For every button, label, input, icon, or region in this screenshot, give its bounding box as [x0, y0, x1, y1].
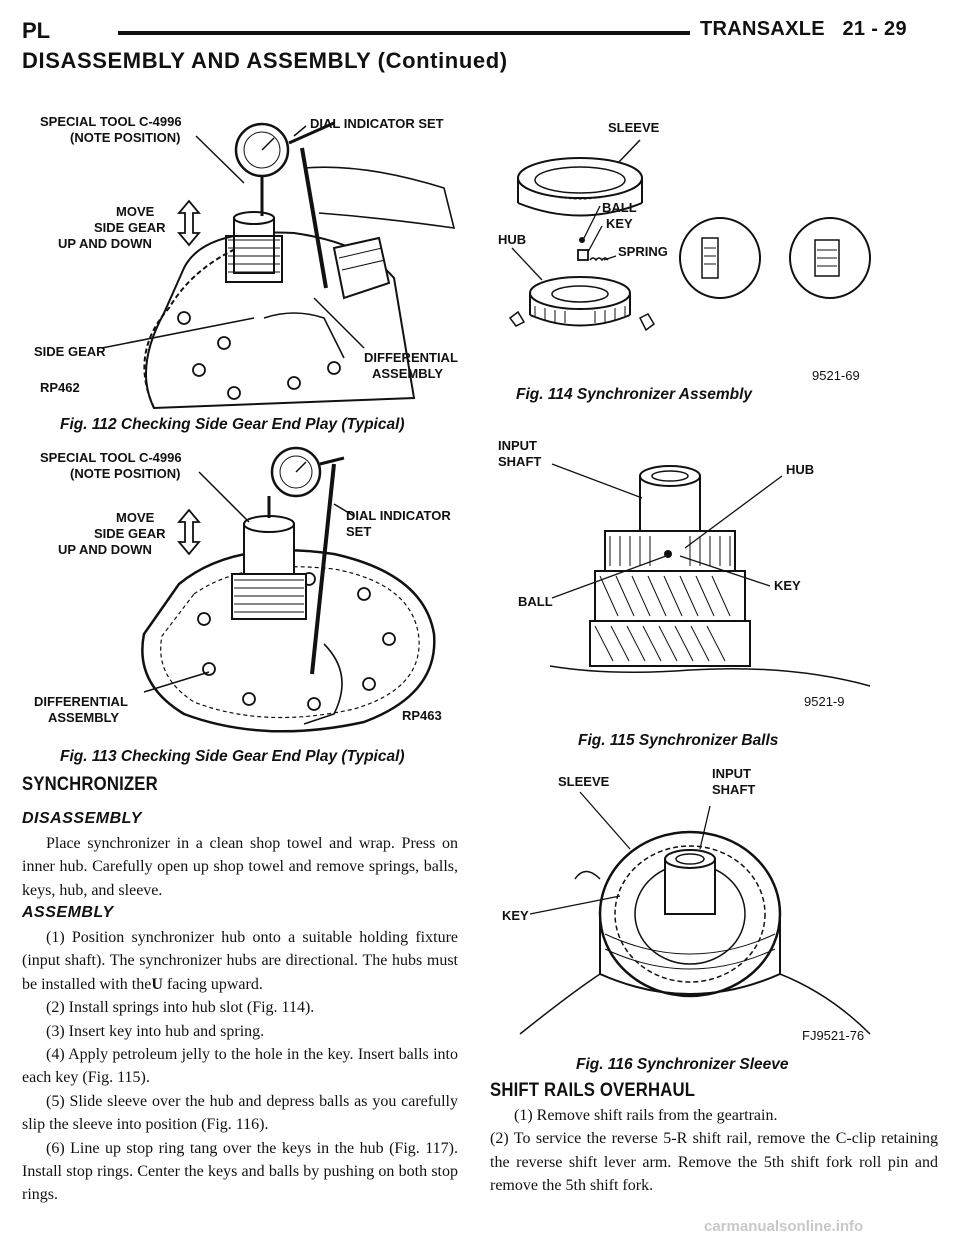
fig114-label-sleeve: SLEEVE: [608, 120, 660, 135]
disassembly-text: [22, 832, 458, 902]
assembly-step-6: (6) Line up stop ring tang over the keys in the hub (Fig. 117). Install stop rings. Center the keys and balls by pushing on both stop rings.: [22, 1139, 458, 1204]
figure-116-illustration: [490, 764, 930, 1049]
synchronizer-heading: SYNCHRONIZER: [22, 774, 158, 795]
disassembly-paragraph: Place synchronizer in a clean shop towel and wrap. Press on inner hub. Carefully open up shop towel and remove springs, balls, keys, hub, and sleeve.: [22, 835, 458, 899]
fig116-label-key: KEY: [502, 908, 529, 923]
fig113-label-sidegear: SIDE GEAR: [94, 526, 166, 541]
fig116-label-sleeve: SLEEVE: [558, 774, 610, 789]
fig112-label-assembly: ASSEMBLY: [372, 366, 444, 381]
fig116-label-shaft: SHAFT: [712, 782, 756, 797]
fig114-label-code: 9521-69: [812, 368, 860, 383]
fig114-label-ball: BALL: [602, 200, 637, 215]
fig115-label-ball: BALL: [518, 594, 553, 609]
shift-rails-heading: SHIFT RAILS OVERHAUL: [490, 1080, 696, 1101]
fig113-label-note: (NOTE POSITION): [70, 466, 181, 481]
assembly-step-2: (2) Install springs into hub slot (Fig. 114).: [46, 999, 315, 1017]
shift-rails-step-1: (1) Remove shift rails from the geartrain.: [514, 1107, 778, 1124]
header-section-code: PL: [22, 18, 51, 43]
fig113-label-assembly: ASSEMBLY: [48, 710, 120, 725]
figure-113-illustration: [34, 444, 468, 734]
fig114-caption: Fig. 114 Synchronizer Assembly: [516, 386, 753, 403]
shift-rails-step-2: (2) To service the reverse 5-R shift rail, remove the C-clip retaining the reverse shift lever arm. Remove the 5th shift fork roll pin and remove the 5th shift fork.: [490, 1130, 938, 1195]
fig113-label-move: MOVE: [116, 510, 155, 525]
fig112-label-move: MOVE: [116, 204, 155, 219]
fig114-label-hub: HUB: [498, 232, 527, 247]
header-rule: [118, 31, 690, 35]
fig113-label-tool: SPECIAL TOOL C-4996: [40, 450, 182, 465]
fig112-label-dial: DIAL INDICATOR SET: [310, 116, 444, 131]
assembly-step-3: (3) Insert key into hub and spring.: [46, 1022, 265, 1040]
continued-title: DISASSEMBLY AND ASSEMBLY (Continued): [22, 48, 508, 73]
assembly-step-5: (5) Slide sleeve over the hub and depress balls as you carefully slip the sleeve into position (Fig. 116).: [22, 1092, 458, 1134]
fig116-caption: Fig. 116 Synchronizer Sleeve: [576, 1056, 789, 1073]
fig115-label-input: INPUT: [498, 438, 537, 453]
fig113-caption: Fig. 113 Checking Side Gear End Play (Typical): [60, 748, 405, 765]
fig115-label-key: KEY: [774, 578, 801, 593]
assembly-steps: [22, 926, 458, 1207]
fig112-label-diff: DIFFERENTIAL: [364, 350, 458, 365]
fig115-label-hub: HUB: [786, 462, 815, 477]
assembly-step-1: (1) Position synchronizer hub onto a suitable holding fixture (input shaft). The synchronizer hubs are directional. The hubs must be installed with theU facing upward.: [22, 929, 458, 993]
fig115-label-shaft: SHAFT: [498, 454, 542, 469]
assembly-heading: ASSEMBLY: [22, 904, 114, 921]
figure-115-illustration: [490, 436, 930, 724]
fig114-label-key: KEY: [606, 216, 633, 231]
fig114-label-spring: SPRING: [618, 244, 668, 259]
fig116-label-code: FJ9521-76: [802, 1028, 865, 1043]
fig113-label-code: RP463: [402, 708, 442, 723]
watermark: carmanualsonline.info: [704, 1218, 864, 1235]
fig113-label-diff: DIFFERENTIAL: [34, 694, 128, 709]
fig113-label-updown: UP AND DOWN: [58, 542, 152, 557]
fig113-label-dial: DIAL INDICATOR: [346, 508, 451, 523]
fig116-label-input: INPUT: [712, 766, 751, 781]
shift-rails-steps: [490, 1104, 938, 1198]
header-page-ref: TRANSAXLE 21 - 29: [700, 18, 907, 40]
figure-114-illustration: [490, 108, 930, 398]
fig112-caption: Fig. 112 Checking Side Gear End Play (Typical): [60, 416, 405, 433]
disassembly-heading: DISASSEMBLY: [22, 810, 142, 827]
assembly-step-4: (4) Apply petroleum jelly to the hole in the key. Insert balls into each key (Fig. 115).: [22, 1046, 458, 1087]
fig112-label-updown: UP AND DOWN: [58, 236, 152, 251]
fig112-label-code: RP462: [40, 380, 80, 395]
fig112-label-tool: SPECIAL TOOL C-4996: [40, 114, 182, 129]
fig112-label-note: (NOTE POSITION): [70, 130, 181, 145]
fig113-label-set: SET: [346, 524, 372, 539]
fig112-label-sidegear2: SIDE GEAR: [34, 344, 106, 359]
fig112-label-sidegear: SIDE GEAR: [94, 220, 166, 235]
fig115-caption: Fig. 115 Synchronizer Balls: [578, 732, 779, 749]
fig115-label-code: 9521-9: [804, 694, 845, 709]
figure-112-illustration: [34, 108, 468, 414]
